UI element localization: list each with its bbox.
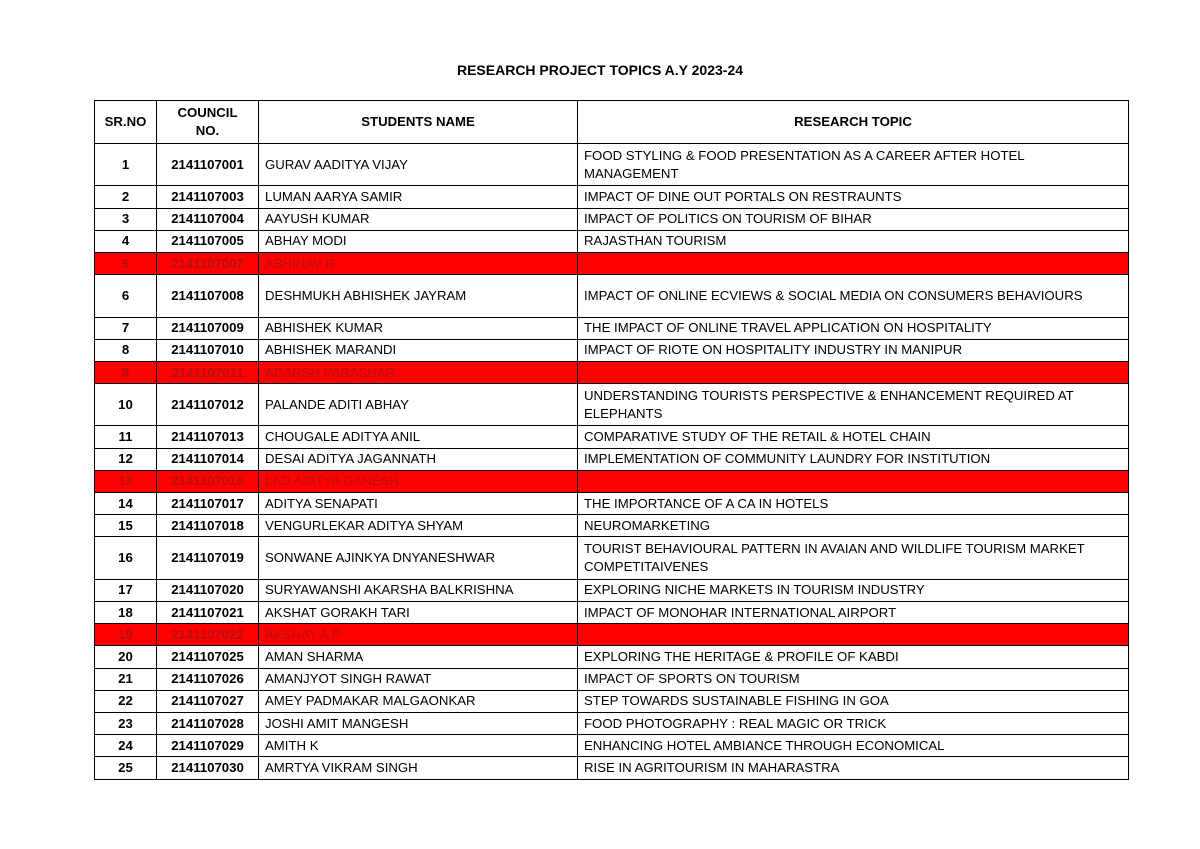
table-header-row <box>95 101 1129 144</box>
cell-council-no: 2141107029 <box>157 735 259 757</box>
table-row <box>95 339 1129 361</box>
cell-council-no: 2141107014 <box>157 448 259 470</box>
cell-research-topic: RAJASTHAN TOURISM <box>578 230 1129 252</box>
cell-sr-no: 12 <box>95 448 157 470</box>
cell-student-name: ABHAY MODI <box>259 230 578 252</box>
cell-student-name: AKSHAY A P <box>259 624 578 646</box>
cell-sr-no: 1 <box>95 144 157 186</box>
cell-council-no: 2141107001 <box>157 144 259 186</box>
cell-student-name: JOSHI AMIT MANGESH <box>259 712 578 734</box>
cell-sr-no: 15 <box>95 515 157 537</box>
table-row <box>95 624 1129 646</box>
cell-sr-no: 18 <box>95 602 157 624</box>
cell-student-name: AAYUSH KUMAR <box>259 208 578 230</box>
cell-research-topic: FOOD STYLING & FOOD PRESENTATION AS A CAREER AFTER HOTEL MANAGEMENT <box>578 144 1129 186</box>
cell-research-topic: RISE IN AGRITOURISM IN MAHARASTRA <box>578 757 1129 779</box>
table-row <box>95 144 1129 186</box>
cell-research-topic: ENHANCING HOTEL AMBIANCE THROUGH ECONOMICAL <box>578 735 1129 757</box>
table-body <box>95 144 1129 780</box>
cell-research-topic: IMPACT OF ONLINE ECVIEWS & SOCIAL MEDIA ON CONSUMERS BEHAVIOURS <box>578 275 1129 317</box>
cell-council-no: 2141107019 <box>157 537 259 579</box>
cell-council-no: 2141107012 <box>157 384 259 426</box>
cell-research-topic <box>578 252 1129 274</box>
cell-council-no: 2141107009 <box>157 317 259 339</box>
cell-council-no: 2141107016 <box>157 470 259 492</box>
cell-research-topic: IMPACT OF MONOHAR INTERNATIONAL AIRPORT <box>578 602 1129 624</box>
cell-student-name: ADITYA SENAPATI <box>259 493 578 515</box>
page-title: RESEARCH PROJECT TOPICS A.Y 2023-24 <box>456 62 744 78</box>
table-row <box>95 470 1129 492</box>
cell-council-no: 2141107008 <box>157 275 259 317</box>
cell-student-name: GURAV AADITYA VIJAY <box>259 144 578 186</box>
cell-research-topic: IMPACT OF SPORTS ON TOURISM <box>578 668 1129 690</box>
cell-research-topic: IMPACT OF POLITICS ON TOURISM OF BIHAR <box>578 208 1129 230</box>
cell-research-topic: STEP TOWARDS SUSTAINABLE FISHING IN GOA <box>578 690 1129 712</box>
cell-student-name: ABHISHEK MARANDI <box>259 339 578 361</box>
cell-council-no: 2141107007 <box>157 252 259 274</box>
cell-student-name: AKSHAT GORAKH TARI <box>259 602 578 624</box>
cell-research-topic <box>578 361 1129 383</box>
cell-research-topic <box>578 470 1129 492</box>
cell-council-no: 2141107018 <box>157 515 259 537</box>
header-students-name: STUDENTS NAME <box>259 101 578 144</box>
cell-research-topic: FOOD PHOTOGRAPHY : REAL MAGIC OR TRICK <box>578 712 1129 734</box>
header-research-topic: RESEARCH TOPIC <box>578 101 1129 144</box>
table-row <box>95 426 1129 448</box>
cell-sr-no: 22 <box>95 690 157 712</box>
cell-student-name: AMRTYA VIKRAM SINGH <box>259 757 578 779</box>
cell-research-topic: THE IMPORTANCE OF A CA IN HOTELS <box>578 493 1129 515</box>
cell-research-topic: NEUROMARKETING <box>578 515 1129 537</box>
cell-research-topic: EXPLORING NICHE MARKETS IN TOURISM INDUSTRY <box>578 579 1129 601</box>
cell-student-name: SONWANE AJINKYA DNYANESHWAR <box>259 537 578 579</box>
table-row <box>95 646 1129 668</box>
cell-sr-no: 10 <box>95 384 157 426</box>
table-row <box>95 208 1129 230</box>
cell-council-no: 2141107011 <box>157 361 259 383</box>
cell-student-name: ABHISHEK KUMAR <box>259 317 578 339</box>
cell-sr-no: 16 <box>95 537 157 579</box>
cell-student-name: AMITH K <box>259 735 578 757</box>
cell-council-no: 2141107030 <box>157 757 259 779</box>
cell-sr-no: 6 <box>95 275 157 317</box>
cell-sr-no: 11 <box>95 426 157 448</box>
cell-student-name: LAD ADITYA GANESH <box>259 470 578 492</box>
cell-council-no: 2141107028 <box>157 712 259 734</box>
cell-council-no: 2141107005 <box>157 230 259 252</box>
cell-sr-no: 13 <box>95 470 157 492</box>
cell-council-no: 2141107003 <box>157 186 259 208</box>
cell-student-name: AMEY PADMAKAR MALGAONKAR <box>259 690 578 712</box>
table-row <box>95 579 1129 601</box>
table-row <box>95 186 1129 208</box>
table-row <box>95 537 1129 579</box>
cell-sr-no: 4 <box>95 230 157 252</box>
cell-council-no: 2141107020 <box>157 579 259 601</box>
cell-sr-no: 3 <box>95 208 157 230</box>
cell-sr-no: 23 <box>95 712 157 734</box>
cell-sr-no: 7 <box>95 317 157 339</box>
cell-research-topic: UNDERSTANDING TOURISTS PERSPECTIVE & ENHANCEMENT REQUIRED AT ELEPHANTS <box>578 384 1129 426</box>
header-sr-no: SR.NO <box>95 101 157 144</box>
cell-research-topic: THE IMPACT OF ONLINE TRAVEL APPLICATION ON HOSPITALITY <box>578 317 1129 339</box>
table-row <box>95 317 1129 339</box>
research-topics-table <box>94 100 1129 780</box>
cell-research-topic <box>578 624 1129 646</box>
cell-council-no: 2141107017 <box>157 493 259 515</box>
cell-student-name: ABHINAV R <box>259 252 578 274</box>
cell-council-no: 2141107010 <box>157 339 259 361</box>
cell-sr-no: 24 <box>95 735 157 757</box>
cell-student-name: LUMAN AARYA SAMIR <box>259 186 578 208</box>
table-row <box>95 361 1129 383</box>
cell-research-topic: EXPLORING THE HERITAGE & PROFILE OF KABDI <box>578 646 1129 668</box>
cell-council-no: 2141107027 <box>157 690 259 712</box>
table-row <box>95 275 1129 317</box>
table-row <box>95 448 1129 470</box>
cell-student-name: AMAN SHARMA <box>259 646 578 668</box>
cell-research-topic: TOURIST BEHAVIOURAL PATTERN IN AVAIAN AND WILDLIFE TOURISM MARKET COMPETITAIVENES <box>578 537 1129 579</box>
table-row <box>95 515 1129 537</box>
cell-student-name: VENGURLEKAR ADITYA SHYAM <box>259 515 578 537</box>
cell-research-topic: IMPLEMENTATION OF COMMUNITY LAUNDRY FOR INSTITUTION <box>578 448 1129 470</box>
table-row <box>95 735 1129 757</box>
cell-council-no: 2141107004 <box>157 208 259 230</box>
cell-research-topic: COMPARATIVE STUDY OF THE RETAIL & HOTEL CHAIN <box>578 426 1129 448</box>
table-row <box>95 757 1129 779</box>
table-row <box>95 384 1129 426</box>
cell-student-name: DESAI ADITYA JAGANNATH <box>259 448 578 470</box>
cell-sr-no: 14 <box>95 493 157 515</box>
cell-student-name: CHOUGALE ADITYA ANIL <box>259 426 578 448</box>
cell-council-no: 2141107021 <box>157 602 259 624</box>
table-row <box>95 690 1129 712</box>
table-row <box>95 668 1129 690</box>
cell-sr-no: 9 <box>95 361 157 383</box>
cell-research-topic: IMPACT OF DINE OUT PORTALS ON RESTRAUNTS <box>578 186 1129 208</box>
cell-sr-no: 25 <box>95 757 157 779</box>
cell-research-topic: IMPACT OF RIOTE ON HOSPITALITY INDUSTRY IN MANIPUR <box>578 339 1129 361</box>
cell-council-no: 2141107025 <box>157 646 259 668</box>
cell-student-name: SURYAWANSHI AKARSHA BALKRISHNA <box>259 579 578 601</box>
header-council-no: COUNCIL NO. <box>157 101 259 144</box>
cell-sr-no: 20 <box>95 646 157 668</box>
table-row <box>95 602 1129 624</box>
cell-sr-no: 8 <box>95 339 157 361</box>
cell-sr-no: 2 <box>95 186 157 208</box>
cell-student-name: AMANJYOT SINGH RAWAT <box>259 668 578 690</box>
cell-sr-no: 5 <box>95 252 157 274</box>
cell-student-name: PALANDE ADITI ABHAY <box>259 384 578 426</box>
cell-sr-no: 21 <box>95 668 157 690</box>
cell-student-name: DESHMUKH ABHISHEK JAYRAM <box>259 275 578 317</box>
cell-student-name: ADARSH PARASHAR <box>259 361 578 383</box>
table-row <box>95 252 1129 274</box>
cell-council-no: 2141107013 <box>157 426 259 448</box>
cell-sr-no: 19 <box>95 624 157 646</box>
cell-council-no: 2141107022 <box>157 624 259 646</box>
cell-council-no: 2141107026 <box>157 668 259 690</box>
table-row <box>95 493 1129 515</box>
table-row <box>95 230 1129 252</box>
cell-sr-no: 17 <box>95 579 157 601</box>
table-row <box>95 712 1129 734</box>
